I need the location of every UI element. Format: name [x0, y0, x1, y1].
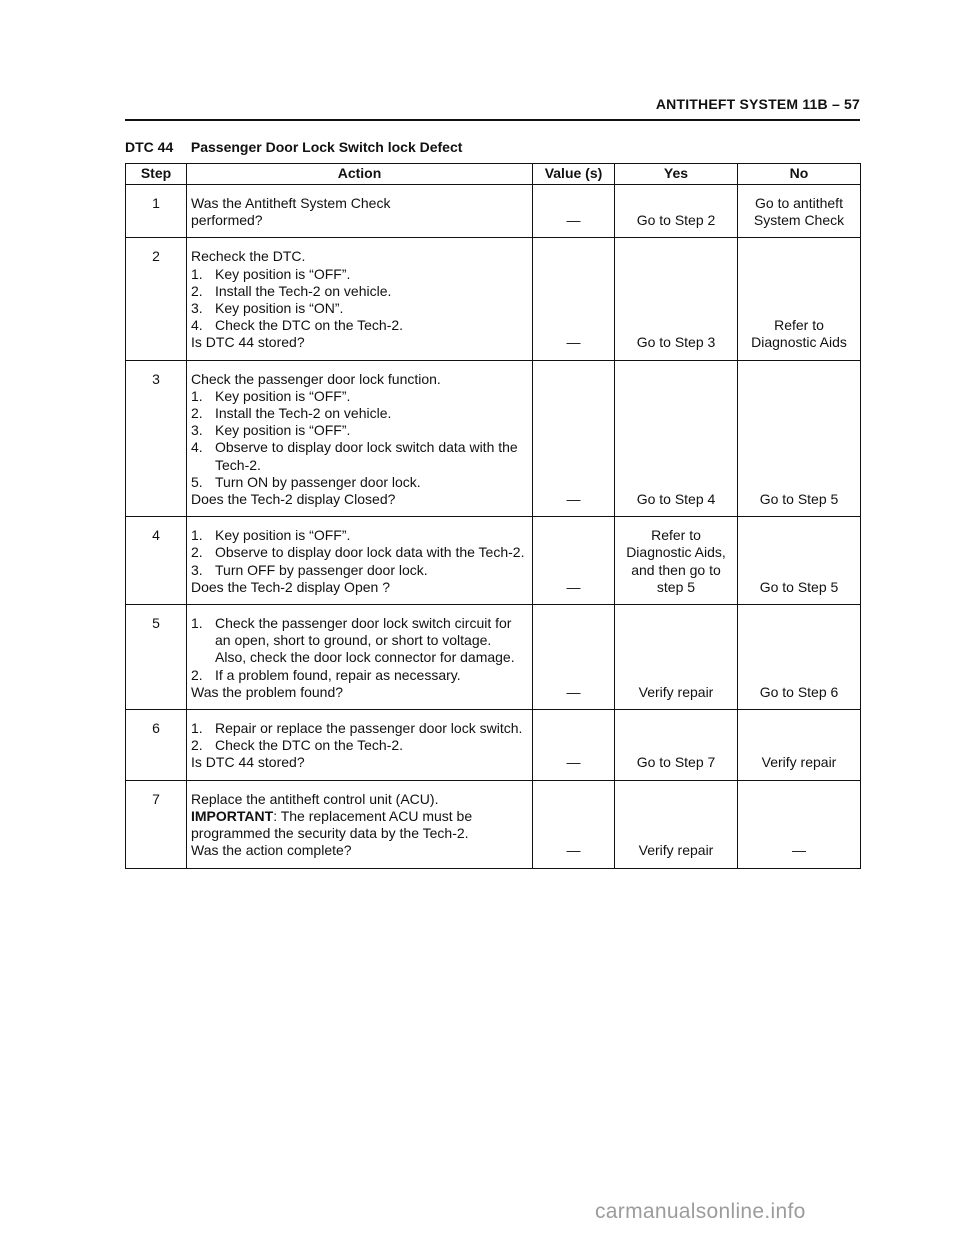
action-cell	[187, 710, 533, 781]
step-number: 3	[126, 360, 187, 517]
action-question: Was the problem found?	[191, 683, 344, 700]
yes-cell: Go to Step 4	[615, 360, 738, 517]
header-value: Value (s)	[533, 164, 615, 185]
step-number: 7	[126, 780, 187, 868]
action-step-text: Repair or replace the passenger door lock switch.	[215, 720, 523, 737]
table-row	[126, 238, 861, 360]
diagnostic-table	[125, 163, 861, 869]
table-body	[126, 185, 861, 869]
action-step-text: Turn ON by passenger door lock.	[215, 473, 421, 490]
header-step: Step	[126, 164, 187, 185]
action-step-number: 3.	[191, 300, 203, 317]
value-cell: —	[533, 360, 615, 517]
important-text: : The replacement ACU must be programmed the security data by the Tech-2.	[191, 807, 473, 842]
action-step-text: Key position is “OFF”.	[215, 265, 351, 282]
yes-cell: Verify repair	[615, 780, 738, 868]
action-step-text: Install the Tech-2 on vehicle.	[215, 282, 392, 299]
action-step-number: 4.	[191, 439, 203, 456]
action-step	[191, 562, 528, 579]
step-number: 5	[126, 605, 187, 710]
action-intro: Check the passenger door lock function.	[191, 370, 441, 387]
no-cell: Go to Step 5	[738, 360, 861, 517]
action-question: Is DTC 44 stored?	[191, 334, 305, 351]
action-step-number: 1.	[191, 527, 203, 544]
value-cell: —	[533, 605, 615, 710]
action-step-number: 2.	[191, 405, 203, 422]
section-header: ANTITHEFT SYSTEM 11B – 57	[655, 96, 860, 112]
table-row	[126, 710, 861, 781]
header-no: No	[738, 164, 861, 185]
action-question: performed?	[191, 212, 263, 229]
action-step-text: Key position is “OFF”.	[215, 422, 351, 439]
action-step-number: 3.	[191, 422, 203, 439]
action-step	[191, 422, 528, 439]
action-step	[191, 283, 528, 300]
yes-cell: Go to Step 7	[615, 710, 738, 781]
action-question: Does the Tech-2 display Open ?	[191, 578, 390, 595]
step-number: 2	[126, 238, 187, 360]
action-step-number: 1.	[191, 720, 203, 737]
action-cell	[187, 517, 533, 605]
action-cell	[187, 185, 533, 238]
action-step-number: 4.	[191, 317, 203, 334]
action-step-number: 1.	[191, 615, 203, 632]
header-rule	[125, 119, 860, 121]
action-step-number: 2.	[191, 737, 203, 754]
table-row	[126, 360, 861, 517]
action-step	[191, 527, 528, 544]
action-step-number: 3.	[191, 561, 203, 578]
yes-cell: Verify repair	[615, 605, 738, 710]
header-yes: Yes	[615, 164, 738, 185]
action-step-text: Install the Tech-2 on vehicle.	[215, 405, 392, 422]
value-cell: —	[533, 185, 615, 238]
action-step-text: Check the passenger door lock switch circuit for an open, short to ground, or short to voltage. Also, check the door lock connector for damage.	[215, 615, 515, 666]
action-step-number: 5.	[191, 473, 203, 490]
value-cell: —	[533, 780, 615, 868]
action-step-number: 2.	[191, 544, 203, 561]
action-step	[191, 300, 528, 317]
action-question: Is DTC 44 stored?	[191, 754, 305, 771]
dtc-title-text: Passenger Door Lock Switch lock Defect	[190, 139, 463, 155]
action-step-number: 1.	[191, 265, 203, 282]
yes-cell: Go to Step 2	[615, 185, 738, 238]
action-step-text: Key position is “OFF”.	[215, 387, 351, 404]
important-label: IMPORTANT	[191, 807, 274, 824]
action-step	[191, 544, 528, 561]
watermark: carmanualsonline.info	[595, 1200, 806, 1223]
action-step-text: Turn OFF by passenger door lock.	[215, 561, 428, 578]
table-header-row	[126, 164, 861, 185]
action-step	[191, 439, 528, 473]
step-number: 4	[126, 517, 187, 605]
action-step	[191, 720, 528, 737]
action-step-number: 2.	[191, 282, 203, 299]
no-cell: Go to Step 5	[738, 517, 861, 605]
action-step-text: Observe to display door lock data with the Tech-2.	[215, 544, 525, 561]
dtc-title	[125, 139, 462, 155]
action-intro: Recheck the DTC.	[191, 248, 306, 265]
action-step	[191, 474, 528, 491]
action-step	[191, 667, 528, 684]
table-row	[126, 185, 861, 238]
important-note	[191, 808, 528, 842]
action-step	[191, 388, 528, 405]
action-question: Was the action complete?	[191, 842, 352, 859]
action-cell	[187, 780, 533, 868]
no-cell: Refer to Diagnostic Aids	[738, 238, 861, 360]
yes-cell: Refer to Diagnostic Aids, and then go to step 5	[615, 517, 738, 605]
table-row	[126, 517, 861, 605]
action-intro: Replace the antitheft control unit (ACU).	[191, 790, 439, 807]
action-step-number: 1.	[191, 387, 203, 404]
value-cell: —	[533, 238, 615, 360]
no-cell: Go to Step 6	[738, 605, 861, 710]
action-step-text: Observe to display door lock switch data with the Tech-2.	[215, 439, 518, 473]
action-step	[191, 405, 528, 422]
action-cell	[187, 238, 533, 360]
no-cell: —	[738, 780, 861, 868]
no-cell: Verify repair	[738, 710, 861, 781]
table-row	[126, 780, 861, 868]
value-cell: —	[533, 710, 615, 781]
action-step	[191, 317, 528, 334]
value-cell: —	[533, 517, 615, 605]
action-step	[191, 266, 528, 283]
action-step-text: Check the DTC on the Tech-2.	[215, 317, 404, 334]
dtc-code: DTC 44	[125, 139, 174, 155]
action-intro: Was the Antitheft System Check	[191, 195, 391, 211]
action-step-text: Check the DTC on the Tech-2.	[215, 737, 404, 754]
action-cell	[187, 360, 533, 517]
action-step-number: 2.	[191, 666, 203, 683]
action-step	[191, 615, 528, 667]
action-step	[191, 737, 528, 754]
yes-cell: Go to Step 3	[615, 238, 738, 360]
action-step-text: Key position is “ON”.	[215, 300, 344, 317]
table-row	[126, 605, 861, 710]
step-number: 1	[126, 185, 187, 238]
action-cell	[187, 605, 533, 710]
step-number: 6	[126, 710, 187, 781]
action-step-text: If a problem found, repair as necessary.	[215, 666, 461, 683]
action-step-text: Key position is “OFF”.	[215, 527, 351, 544]
header-action: Action	[187, 164, 533, 185]
no-cell: Go to antitheft System Check	[738, 185, 861, 238]
action-question: Does the Tech-2 display Closed?	[191, 491, 396, 508]
